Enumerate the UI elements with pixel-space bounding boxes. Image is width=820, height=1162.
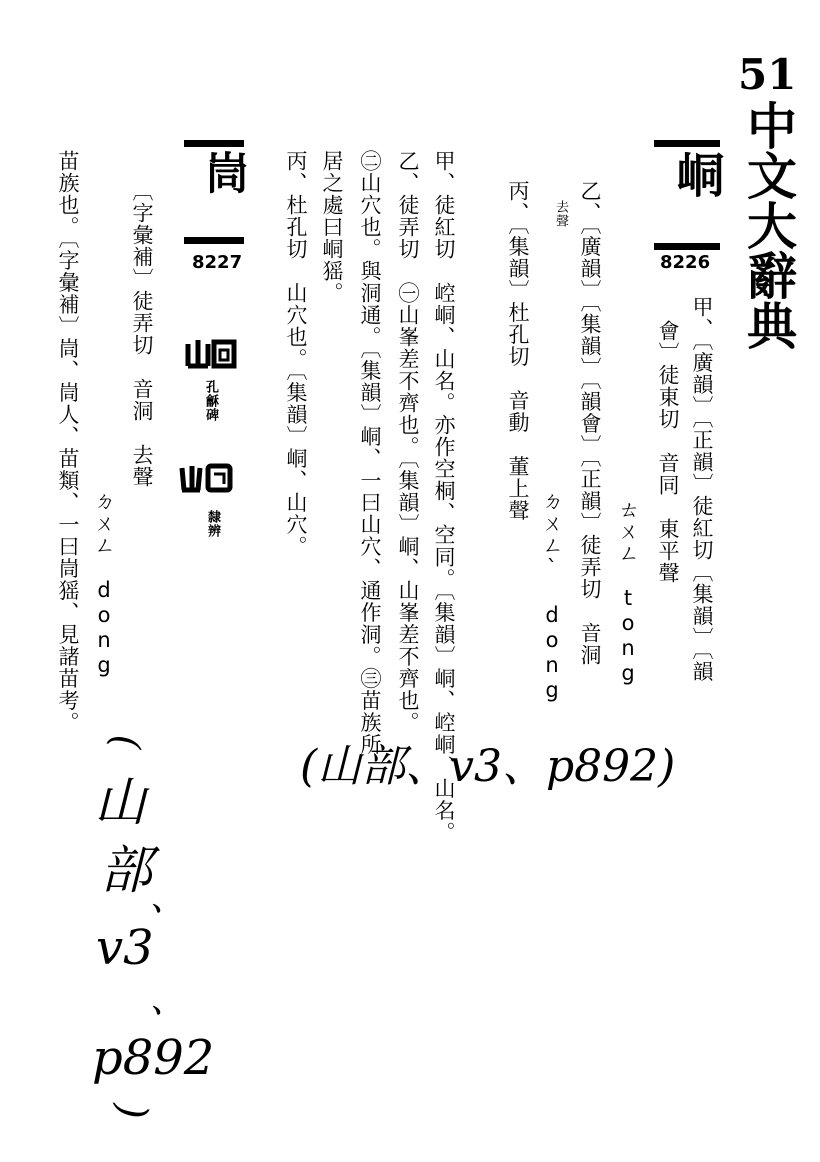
seal-label-libian: 隸辨	[205, 510, 220, 538]
entry-8226-def-5: 丙、杜孔切 山穴也。〔集韻〕峒、山穴。	[284, 150, 308, 558]
page-number: 51	[738, 50, 797, 99]
entry-8226-col-2: 會〕徒東切 音同 東平聲	[656, 320, 680, 584]
entry-number-8227: 8227	[192, 252, 243, 273]
entry-8227-col-1: 〔字彙補〕徒弄切 音洞 去聲	[130, 180, 154, 488]
entry-8226-def-1: 甲、徒紅切 崆峒、山名。亦作空桐、空同。〔集韻〕峒、崆峒、山名。	[432, 150, 456, 844]
handwritten-vertical-1: (	[103, 734, 148, 750]
variant-glyph-1	[184, 336, 238, 372]
entry-8226-col-3: ㄊㄨㄥ tong	[616, 498, 640, 686]
headword-8227: 峝	[197, 150, 248, 194]
seal-label-kong: 孔龢碑	[203, 380, 218, 422]
handwritten-vertical-6: 、	[150, 980, 187, 1021]
handwritten-vertical-7: p892	[92, 1030, 215, 1086]
entry-8227-col-2: ㄉㄨㄥ dong	[92, 490, 116, 678]
entry-number-8226: 8226	[660, 252, 711, 273]
entry-8226-def-2: 乙、徒弄切 ㊀山峯差不齊也。〔集韻〕峒、山峯差不齊也。	[396, 150, 420, 734]
entry-8226-col-6: 丙、〔集韻〕杜孔切 音動 董上聲	[506, 180, 530, 522]
handwritten-note: (山部、v3、p892)	[300, 741, 676, 792]
headword-8226: 峒	[668, 150, 724, 198]
entry-8226-col-4: 乙、〔廣韻〕〔集韻〕〔韻會〕〔正韻〕徒弄切 音洞	[578, 180, 602, 666]
entry-8226-def-3: ㊁山穴也。與洞通。〔集韻〕峒、一曰山穴、通作洞。㊂苗族所	[358, 150, 382, 756]
handwritten-vertical-8: )	[108, 1103, 155, 1119]
handwritten-vertical-2: 山	[94, 773, 147, 833]
entry-8226-col-1: 甲、〔廣韻〕〔正韻〕徒紅切〔集韻〕〔韻	[690, 296, 714, 683]
entry-8226-def-4: 居之處曰峒猺。	[320, 150, 344, 304]
entry-8226-col-5: ㄉㄨㄥˋ dong	[540, 490, 564, 703]
handwritten-vertical-5: v3	[96, 920, 154, 976]
entry-8227-def-1: 苗族也。〔字彙補〕峝、峝人、苗類、一曰峝猺、見諸苗考。	[56, 150, 80, 734]
variant-glyph-2	[178, 462, 234, 496]
handwritten-vertical-3: 部	[100, 841, 153, 901]
handwritten-vertical-4: 、	[150, 878, 187, 919]
dictionary-title: 中文大辭典	[739, 100, 798, 350]
tone-note: 去聲	[553, 200, 568, 228]
